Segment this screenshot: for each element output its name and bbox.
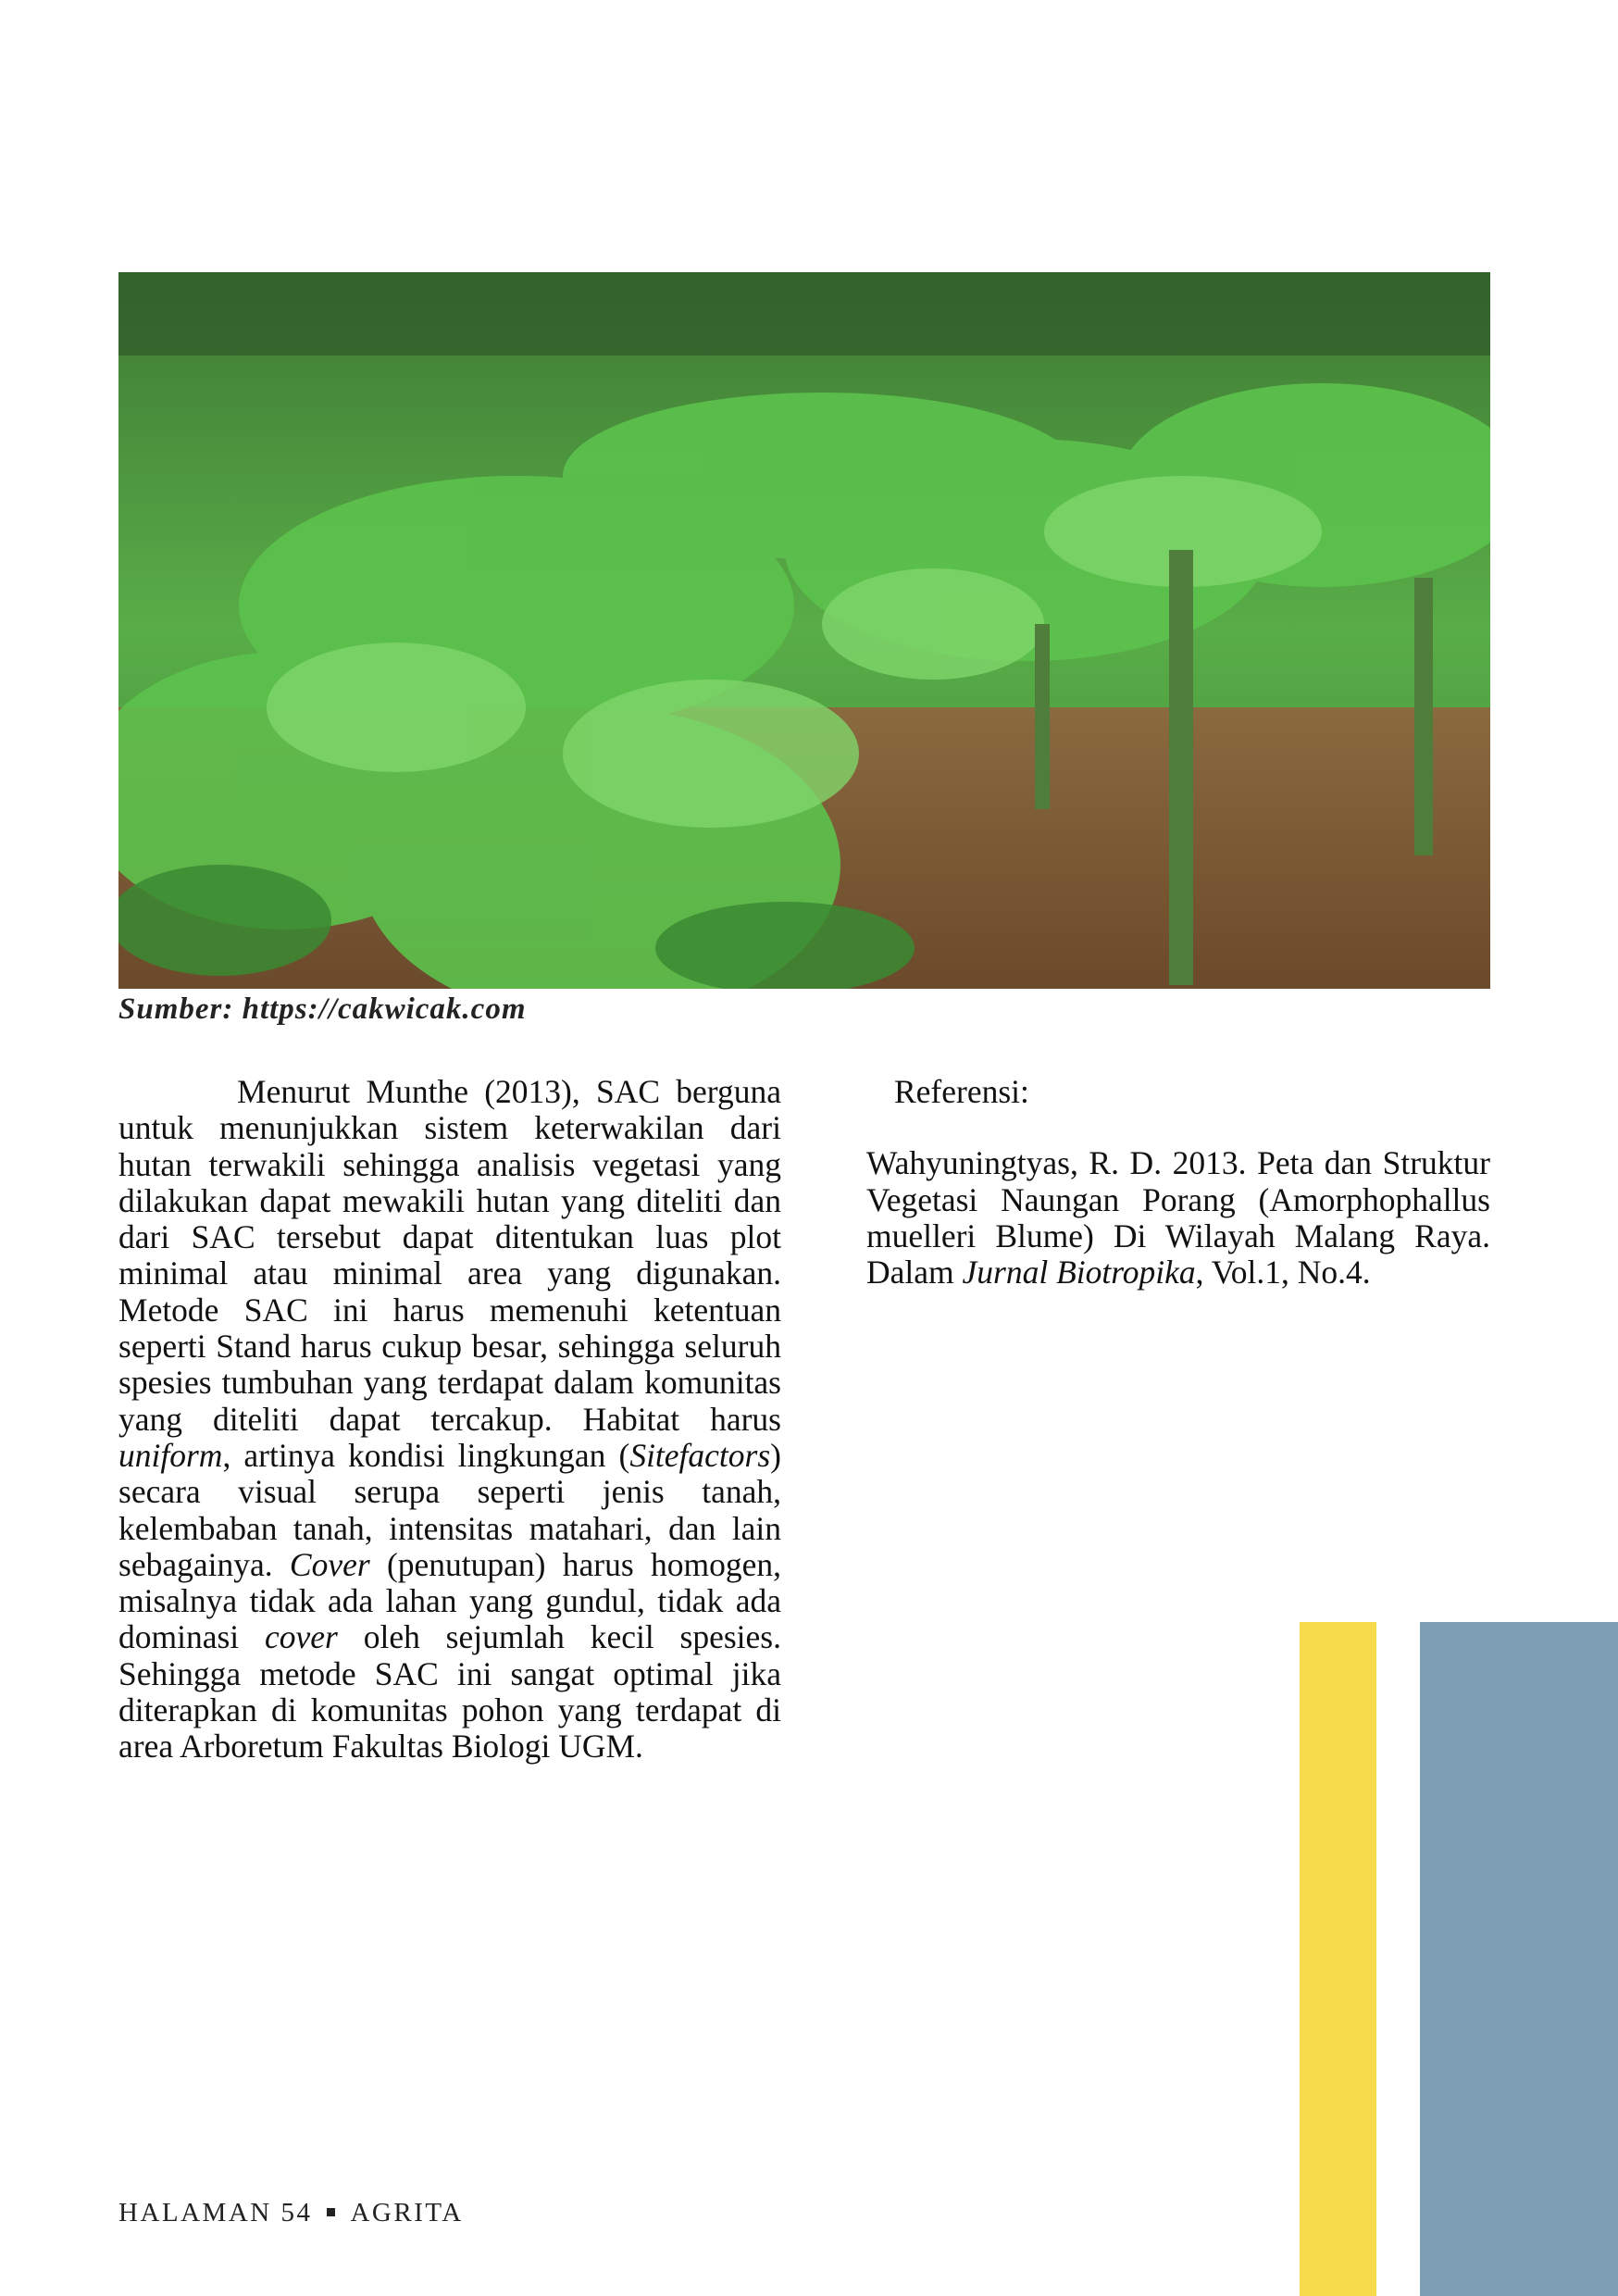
references-section (866, 1074, 1490, 1291)
body-italic-term: uniform (118, 1436, 223, 1474)
photo-caption: Sumber: https://cakwicak.com (118, 992, 527, 1026)
body-text: Menurut Munthe (2013), SAC berguna untuk menunjukkan sistem keterwakilan dari hutan terwakili sehingga analisis vegetasi yang dilakukan dapat mewakili hutan yang diteliti dan dari SAC tersebut dapat ditentukan luas plot minimal atau minimal area yang digunakan. Metode SAC ini harus memenuhi ketentuan seperti Stand harus cukup besar, sehingga seluruh spesies tumbuhan yang terdapat dalam komunitas yang diteliti dapat tercakup. Habitat harus (118, 1073, 781, 1438)
reference-tail: , Vol.1, No.4. (1195, 1254, 1371, 1292)
porang-plants-photo (118, 272, 1490, 989)
references-heading: Referensi: (894, 1073, 1029, 1110)
reference-text: Wahyuningtyas, R. D. 2013. Peta dan Struktur Vegetasi Naungan Porang (Amorphophallus muelleri Blume) Di Wilayah Malang Raya. Dalam (866, 1144, 1490, 1292)
page-number-label: HALAMAN 54 (118, 2198, 313, 2227)
body-italic-term: Cover (289, 1545, 370, 1583)
body-paragraph (118, 1074, 781, 1766)
reference-entry (866, 1145, 1490, 1291)
body-text: oleh sejumlah kecil spesies. Sehingga metode SAC ini sangat optimal jika diterapkan di komunitas pohon yang terdapat di area Arboretum Fakultas Biologi UGM. (118, 1618, 781, 1766)
body-text: (penutupan) harus homogen, misalnya tidak ada lahan yang gundul, tidak ada dominasi (118, 1545, 781, 1656)
decor-bar-yellow (1300, 1622, 1376, 2296)
magazine-name: AGRITA (350, 2198, 464, 2227)
decor-bar-blue (1420, 1622, 1618, 2296)
body-italic-term: cover (265, 1618, 338, 1656)
body-text: , artinya kondisi lingkungan ( (222, 1436, 630, 1474)
body-text: ) secara visual serupa seperti jenis tanah, kelembaban tanah, intensitas matahari, dan lain sebagainya. (118, 1436, 781, 1583)
body-italic-term: Sitefactors (629, 1436, 771, 1474)
plant-field-photo-icon (118, 272, 1490, 989)
page-footer (118, 2198, 464, 2228)
reference-journal: Jurnal Biotropika (962, 1254, 1196, 1292)
footer-separator-icon (327, 2208, 335, 2216)
